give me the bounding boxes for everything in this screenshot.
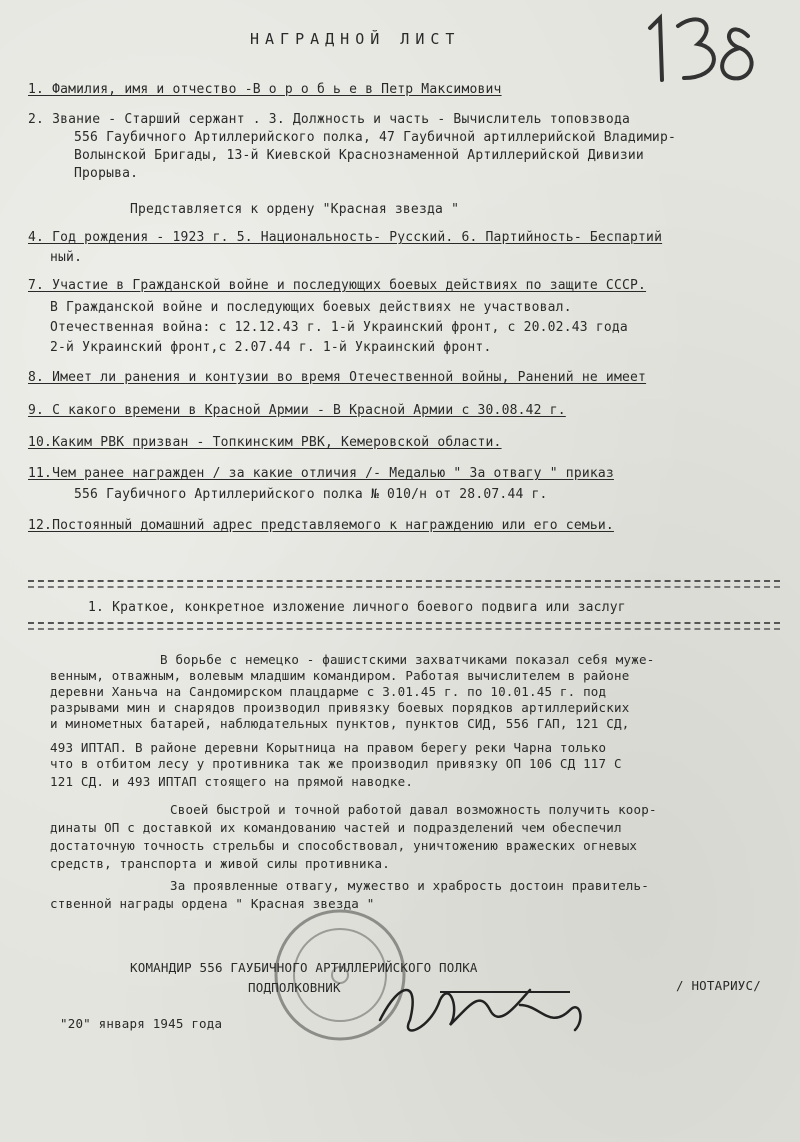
field-line-13: 9. С какого времени в Красной Армии - В Красной Армии с 30.08.42 г. (28, 403, 566, 418)
field-line-3: 556 Гаубичного Артиллерийского полка, 47 Гаубичной артиллерийской Владимир- (74, 130, 676, 145)
signature-date: "20" января 1945 года (60, 1016, 223, 1031)
body-line-7: что в отбитом лесу у противника так же производил привязку ОП 106 СД 117 С (50, 756, 622, 771)
field-line-9: В Гражданской войне и последующих боевых действиях не участвовал. (50, 300, 572, 315)
handwritten-signature (370, 970, 590, 1050)
body-line-10: динаты ОП с доставкой их командованию частей и подразделений чем обеспечил (50, 820, 622, 835)
body-line-5: и минометных батарей, наблюдательных пунктов, пунктов СИД, 556 ГАП, 121 СД, (50, 716, 630, 731)
body-line-6: 493 ИПТАП. В районе деревни Корытница на правом берегу реки Чарна только (50, 740, 607, 755)
body-line-14: ственной награды ордена " Красная звезда " (50, 896, 375, 911)
handwritten-number-138 (640, 8, 760, 88)
signature-line-2: ПОДПОЛКОВНИК (248, 980, 341, 995)
signer-label: / НОТАРИУС/ (676, 978, 761, 993)
body-line-3: деревни Ханьча на Сандомирском плацдарме с 3.01.45 г. по 10.01.45 г. под (50, 684, 607, 699)
divider-top-2 (28, 586, 780, 590)
field-line-8: 7. Участие в Гражданской войне и последующих боевых действиях по защите СССР. (28, 278, 647, 293)
body-line-1: В борьбе с немецко - фашистскими захватчиками показал себя муже- (160, 652, 655, 667)
section-heading: 1. Краткое, конкретное изложение личного боевого подвига или заслуг (88, 600, 626, 615)
field-line-12: 8. Имеет ли ранения и контузии во время Отечественной войны, Ранений не имеет (28, 370, 647, 385)
divider-bottom (28, 622, 780, 626)
body-line-9: Своей быстрой и точной работой давал возможность получить коор- (170, 802, 657, 817)
body-line-13: За проявленные отвагу, мужество и храбрость достоин правитель- (170, 878, 649, 893)
body-line-12: средств, транспорта и живой силы противника. (50, 856, 390, 871)
body-line-2: венным, отважным, волевым младшим командиром. Работая вычислителем в районе (50, 668, 630, 683)
body-line-11: достаточную точность стрельбы и способствовал, уничтожению вражеских огневых (50, 838, 638, 853)
field-line-7: ный. (50, 250, 83, 265)
body-line-8: 121 СД. и 493 ИПТАП стоящего на прямой наводке. (50, 774, 414, 789)
field-line-1: 1. Фамилия, имя и отчество -В о р о б ь е в Петр Максимович (28, 82, 502, 97)
field-line-4: Волынской Бригады, 13-й Киевской Краснознаменной Артиллерийской Дивизии (74, 148, 644, 163)
field-line-5: Прорыва. (74, 166, 139, 181)
divider-top (28, 580, 780, 584)
field-line-11: 2-й Украинский фронт,с 2.07.44 г. 1-й Украинский фронт. (50, 340, 492, 355)
field-line-15: 11.Чем ранее награжден / за какие отличия /- Медалью " За отвагу " приказ (28, 466, 614, 481)
field-line-6: 4. Год рождения - 1923 г. 5. Национальность- Русский. 6. Партийность- Беспартий (28, 230, 663, 245)
field-line-16: 556 Гаубичного Артиллерийского полка № 010/н от 28.07.44 г. (74, 487, 548, 502)
field-line-10: Отечественная война: с 12.12.43 г. 1-й Украинский фронт, с 20.02.43 года (50, 320, 628, 335)
document-title: НАГРАДНОЙ ЛИСТ (250, 30, 461, 48)
field-line-14: 10.Каким РВК призван - Топкинским РВК, Кемеровской области. (28, 435, 502, 450)
divider-bottom-2 (28, 628, 780, 632)
field-line-17: 12.Постоянный домашний адрес представляемого к награждению или его семьи. (28, 518, 614, 533)
signature-line-1: КОМАНДИР 556 ГАУБИЧНОГО АРТИЛЛЕРИЙСКОГО ПОЛКА (130, 960, 478, 975)
award-nomination: Представляется к ордену "Красная звезда " (130, 202, 460, 217)
body-line-4: разрывами мин и снарядов производил привязку боевых порядков артиллерийских (50, 700, 630, 715)
field-line-2: 2. Звание - Старший сержант . 3. Должность и часть - Вычислитель топовзвода (28, 112, 630, 127)
